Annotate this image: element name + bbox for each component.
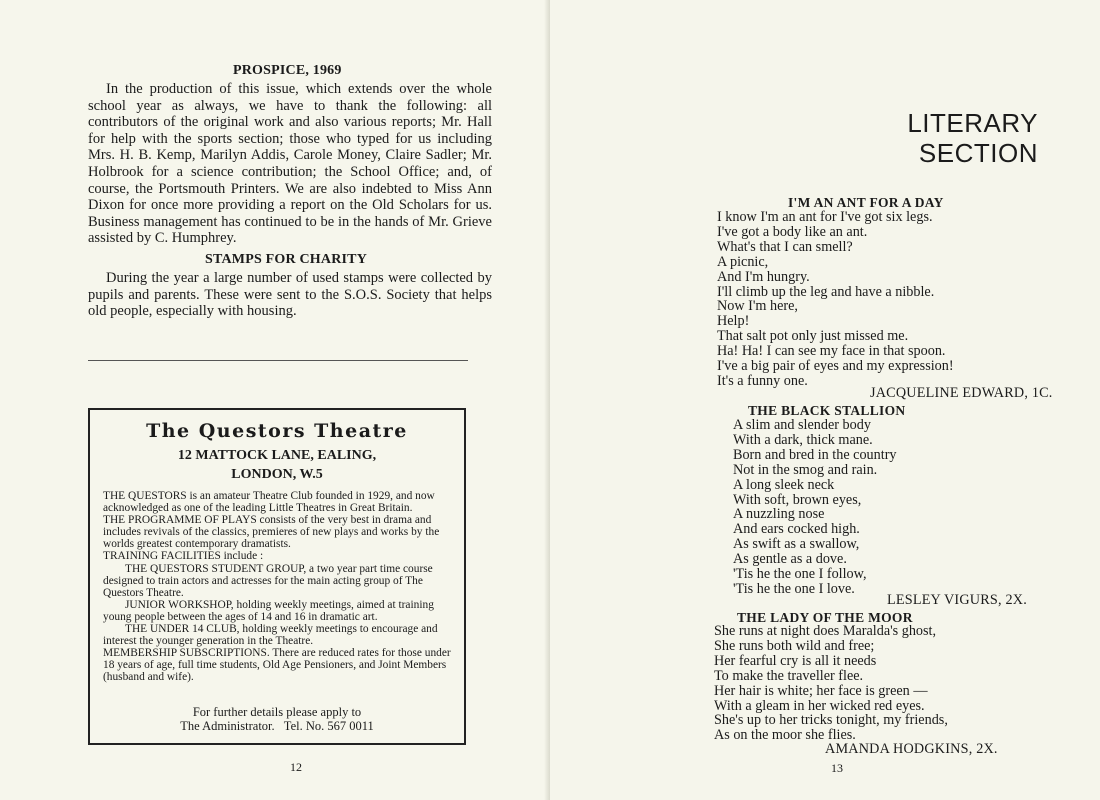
poem-line: With soft, brown eyes, [733, 491, 862, 508]
poem-title: THE BLACK STALLION [748, 403, 906, 418]
advert-body [103, 490, 458, 684]
stamps-paragraph: During the year a large number of used stamps were collected by pupils and parents. These were sent to the S.O.S. Society that helps old people, especially with housing. [88, 270, 492, 320]
section-title-line2: SECTION [918, 138, 1038, 168]
poem-line: A nuzzling nose [733, 506, 825, 523]
poem-body [714, 624, 948, 743]
poem-body [717, 210, 954, 389]
advert-paragraph: THE PROGRAMME OF PLAYS consists of the very best in drama and includes revivals of the classics, premieres of new plays and works by the worlds greatest contemporary dramatists. [103, 514, 440, 551]
poem-line: 'Tis he the one I follow, [733, 566, 867, 583]
poem-line: That salt pot only just missed me. [717, 328, 909, 345]
poem-line: To make the traveller flee. [714, 667, 864, 684]
questors-advert [88, 408, 466, 745]
poem-line: Now I'm here, [717, 298, 798, 315]
advert-footer-line1: For further details please apply to [192, 705, 362, 719]
poem-line: As on the moor she flies. [714, 727, 856, 744]
poem-line: 'Tis he the one I love. [733, 580, 855, 597]
advert-paragraph: THE UNDER 14 CLUB, holding weekly meetings to encourage and interest the younger generation in the Theatre. [103, 623, 438, 648]
page-number-left: 12 [290, 760, 302, 774]
poem-line: I've got a body like an ant. [717, 223, 868, 240]
advert-paragraph: JUNIOR WORKSHOP, holding weekly meetings, aimed at training young people between the ages of 14 and 16 in dramatic art. [103, 598, 434, 623]
poem-author: JACQUELINE EDWARD, 1C. [870, 385, 1053, 401]
poem-title: I'M AN ANT FOR A DAY [788, 195, 944, 210]
poem-line: I know I'm an ant for I've got six legs. [717, 209, 933, 225]
stamps-title: STAMPS FOR CHARITY [205, 252, 368, 267]
advert-paragraph: TRAINING FACILITIES include : [103, 550, 264, 563]
advert-address-line2: LONDON, W.5 [231, 467, 323, 482]
poem-line: Help! [717, 313, 750, 330]
right-page [550, 0, 1100, 800]
poem-line: A picnic, [717, 253, 769, 270]
poem-line: She runs at night does Maralda's ghost, [714, 623, 937, 639]
poem-line: Not in the smog and rain. [733, 461, 878, 478]
poem-line: She runs both wild and free; [714, 637, 875, 654]
poem-line: Her hair is white; her face is green — [714, 682, 928, 699]
poem-line: She's up to her tricks tonight, my friends, [714, 712, 948, 729]
poem-line: A slim and slender body [733, 417, 871, 433]
poem-line: I'll climb up the leg and have a nibble. [717, 283, 935, 300]
poem-line: With a gleam in her wicked red eyes. [714, 697, 925, 714]
poem-line: And I'm hungry. [717, 268, 810, 285]
poem-line: As swift as a swallow, [733, 536, 860, 553]
poem-line: And ears cocked high. [733, 521, 860, 538]
poem-author: LESLEY VIGURS, 2X. [887, 592, 1027, 608]
poem-author: AMANDA HODGKINS, 2X. [825, 741, 998, 757]
poem-line: It's a funny one. [717, 372, 808, 389]
poem-line: As gentle as a dove. [733, 551, 847, 568]
poem-line: Ha! Ha! I can see my face in that spoon. [717, 343, 946, 360]
poem-line: A long sleek neck [733, 476, 835, 493]
page-number-right: 13 [831, 761, 843, 775]
divider-rule [88, 360, 468, 361]
poem-line: With a dark, thick mane. [733, 431, 873, 448]
poem-body [733, 418, 897, 597]
advert-title: The Questors Theatre [146, 420, 408, 442]
prospice-paragraph: In the production of this issue, which extends over the whole school year as always, we have to thank the following: all contributors of the original work and also various reports; Mr. Hall for help with the sports section; those who typed for us including Mrs. H. B. Kemp, Marilyn Addis, Carole Money, Claire Sadler; Mr. Holbrook for a science contribution; the School Office; and, of course, the Portsmouth Printers. We are also indebted to Miss Ann Dixon for once more providing a report on the Old Scholars for us. Business management has continued to be in the hands of Mr. Grieve assisted by C. Humphrey. [88, 81, 492, 247]
poem-line: I've a big pair of eyes and my expression! [717, 358, 954, 375]
section-title-line1: LITERARY [907, 108, 1038, 138]
advert-paragraph: MEMBERSHIP SUBSCRIPTIONS. There are reduced rates for those under 18 years of age, full time students, Old Age Pensioners, and Joint Members (husband and wife). [103, 647, 451, 684]
prospice-title: PROSPICE, 1969 [233, 63, 342, 78]
poem-title: THE LADY OF THE MOOR [737, 610, 913, 625]
advert-address-line1: 12 MATTOCK LANE, EALING, [177, 448, 377, 463]
poem-line: Her fearful cry is all it needs [714, 652, 877, 669]
advert-footer [90, 706, 464, 733]
poem-line: Born and bred in the country [733, 446, 897, 463]
advert-footer-line2: The Administrator. Tel. No. 567 0011 [180, 718, 374, 733]
advert-paragraph: THE QUESTORS is an amateur Theatre Club founded in 1929, and now acknowledged as one of the leading Little Theatres in Great Britain. [103, 490, 435, 515]
advert-paragraph: THE QUESTORS STUDENT GROUP, a two year part time course designed to train actors and actresses for the main acting group of The Questors Theatre. [103, 562, 433, 599]
literary-section-title [907, 108, 1038, 168]
poem-line: What's that I can smell? [717, 238, 853, 255]
